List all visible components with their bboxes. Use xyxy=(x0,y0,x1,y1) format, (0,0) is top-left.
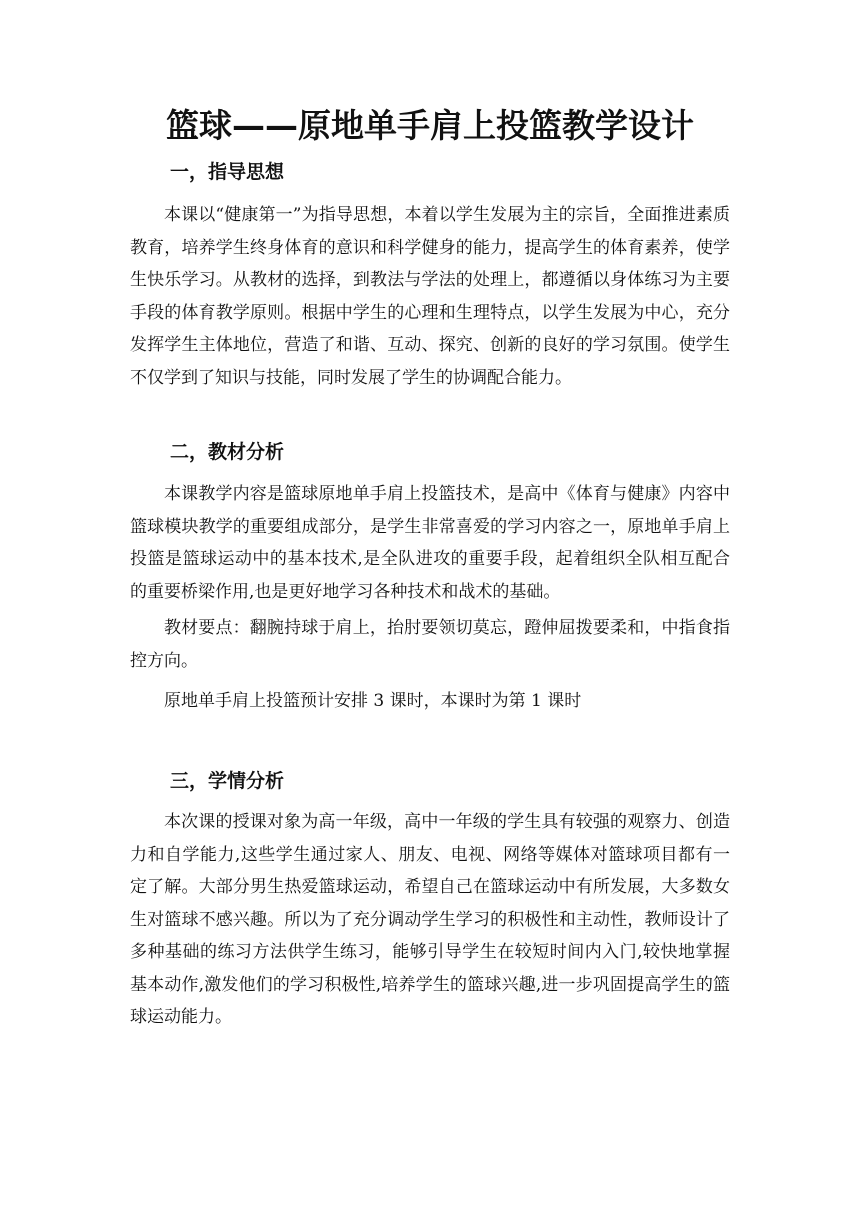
paragraph-material-key-points: 教材要点：翻腕持球于肩上，抬肘要领切莫忘，蹬伸屈拨要柔和，中指食指控方向。 xyxy=(130,618,730,671)
section-heading-guiding-ideology: 一，指导思想 xyxy=(170,161,285,183)
paragraph-lesson-schedule: 原地单手肩上投篮预计安排 3 课时，本课时为第 1 课时 xyxy=(164,691,582,711)
section-heading-material-analysis: 二，教材分析 xyxy=(170,441,285,463)
paragraph-guiding-ideology: 本课以“健康第一”为指导思想，本着以学生发展为主的宗旨，全面推进素质教育，培养学生终身体育的意识和科学健身的能力，提高学生的体育素养，使学生快乐学习。从教材的选择，到教法与学法的处理上，都遵循以身体练习为主要手段的体育教学原则。根据中学生的心理和生理特点，以学生发展为中心，充分发挥学生主体地位，营造了和谐、互动、探究、创新的良好的学习氛围。使学生不仅学到了知识与技能，同时发展了学生的协调配合能力。 xyxy=(130,205,730,388)
paragraph-student-analysis: 本次课的授课对象为高一年级，高中一年级的学生具有较强的观察力、创造力和自学能力,这些学生通过家人、朋友、电视、网络等媒体对篮球项目都有一定了解。大部分男生热爱篮球运动，希望自己在篮球运动中有所发展，大多数女生对篮球不感兴趣。所以为了充分调动学生学习的积极性和主动性，教师设计了多种基础的练习方法供学生练习，能够引导学生在较短时间内入门,较快地掌握基本动作,激发他们的学习积极性,培养学生的篮球兴趣,进一步巩固提高学生的篮球运动能力。 xyxy=(130,812,730,1027)
document-title: 篮球——原地单手肩上投篮教学设计 xyxy=(166,106,694,145)
paragraph-material-analysis: 本课教学内容是篮球原地单手肩上投篮技术，是高中《体育与健康》内容中篮球模块教学的重要组成部分，是学生非常喜爱的学习内容之一，原地单手肩上投篮是篮球运动中的基本技术,是全队进攻的重要手段，起着组织全队相互配合的重要桥梁作用,也是更好地学习各种技术和战术的基础。 xyxy=(130,484,730,602)
section-heading-student-analysis: 三，学情分析 xyxy=(170,770,285,792)
